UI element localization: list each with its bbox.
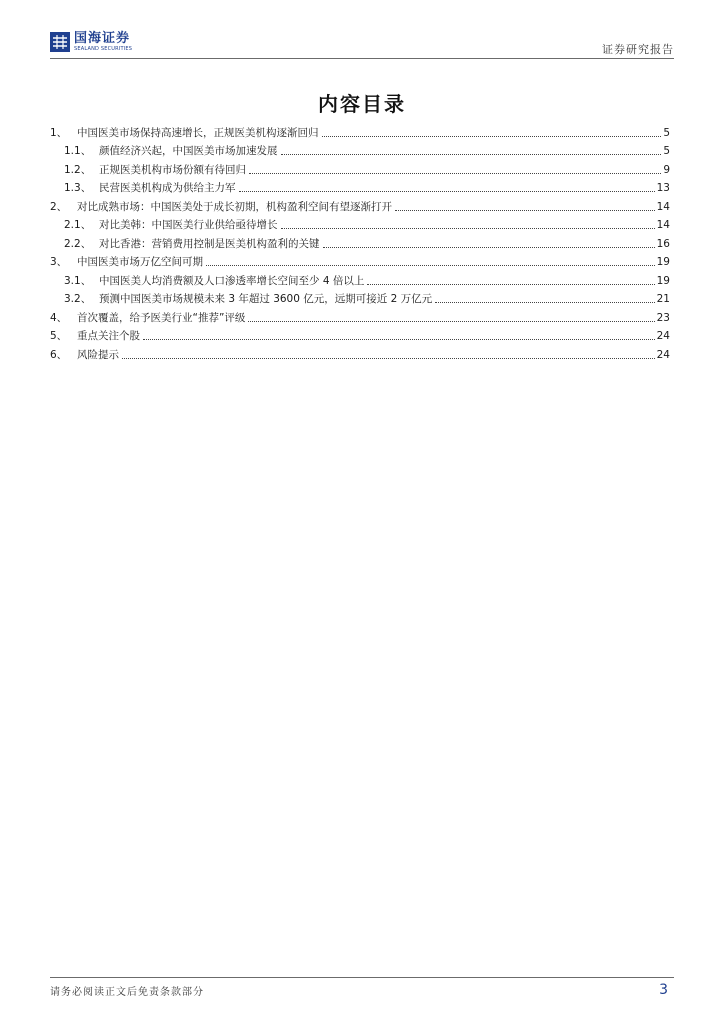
toc-leader-dots	[143, 339, 655, 340]
toc-item-number: 6、	[50, 348, 68, 361]
toc-item-title: 风险提示	[77, 348, 119, 361]
toc-item-title: 中国医美市场万亿空间可期	[77, 256, 203, 268]
toc-leader-dots	[435, 302, 655, 303]
toc-item-number: 3.1、	[64, 274, 92, 287]
toc-item-page: 5	[663, 126, 670, 139]
toc-item-title: 中国医美市场保持高速增长，正规医美机构逐渐回归	[77, 126, 319, 139]
toc-item-title: 颜值经济兴起，中国医美市场加速发展	[99, 145, 278, 157]
toc-leader-dots	[395, 210, 655, 211]
toc-item-title: 正规医美机构市场份额有待回归	[99, 163, 246, 176]
toc-item-page: 23	[656, 311, 670, 324]
toc-item-number: 2.2、	[64, 237, 92, 250]
toc-item[interactable]	[50, 288, 670, 307]
toc-item-number: 5、	[50, 330, 68, 342]
toc-item[interactable]	[50, 325, 670, 344]
toc-item-title: 对比美韩：中国医美行业供给亟待增长	[99, 219, 278, 231]
toc-item-number: 4、	[50, 311, 68, 324]
toc-item-page: 19	[656, 256, 670, 268]
table-of-contents	[50, 121, 670, 362]
toc-item[interactable]	[50, 158, 670, 177]
toc-item[interactable]	[50, 343, 670, 362]
toc-item[interactable]	[50, 269, 670, 288]
toc-item-title: 首次覆盖，给予医美行业“推荐”评级	[77, 311, 246, 324]
page-number: 3	[659, 982, 668, 998]
toc-item-page: 14	[656, 219, 670, 231]
toc-item-page: 24	[656, 348, 670, 361]
toc-leader-dots	[367, 284, 654, 285]
footer-divider	[50, 977, 674, 978]
toc-leader-dots	[249, 173, 661, 174]
toc-item-page: 19	[656, 274, 670, 287]
toc-item-page: 9	[663, 163, 670, 176]
toc-item-title: 中国医美人均消费额及人口渗透率增长空间至少 4 倍以上	[99, 274, 365, 287]
toc-leader-dots	[122, 358, 655, 359]
toc-leader-dots	[323, 247, 655, 248]
toc-item-number: 3.2、	[64, 293, 92, 305]
toc-item-number: 3、	[50, 256, 68, 268]
toc-item-page: 24	[656, 330, 670, 342]
footer-disclaimer: 请务必阅读正文后免责条款部分	[50, 987, 204, 998]
toc-leader-dots	[322, 136, 662, 137]
toc-item[interactable]	[50, 232, 670, 251]
brand-name-en: SEALAND SECURITIES	[74, 46, 133, 52]
toc-item-number: 1.3、	[64, 182, 92, 194]
toc-item[interactable]	[50, 251, 670, 270]
toc-leader-dots	[248, 321, 654, 322]
toc-item-title: 民营医美机构成为供给主力军	[99, 182, 236, 194]
brand-logo	[50, 30, 132, 54]
toc-item-page: 5	[663, 145, 670, 157]
toc-item[interactable]	[50, 140, 670, 159]
toc-item-page: 13	[656, 182, 670, 194]
toc-item-title: 预测中国医美市场规模未来 3 年超过 3600 亿元，远期可接近 2 万亿元	[99, 293, 433, 305]
toc-item-title: 对比成熟市场：中国医美处于成长初期，机构盈利空间有望逐渐打开	[77, 200, 392, 213]
toc-title: 内容目录	[318, 92, 406, 116]
toc-item-page: 16	[656, 237, 670, 250]
toc-item[interactable]	[50, 121, 670, 140]
toc-leader-dots	[206, 265, 655, 266]
toc-item[interactable]	[50, 214, 670, 233]
toc-item[interactable]	[50, 195, 670, 214]
toc-leader-dots	[281, 154, 662, 155]
page-header	[50, 30, 674, 59]
toc-item-title: 重点关注个股	[77, 330, 140, 342]
toc-item-number: 1.2、	[64, 163, 92, 176]
toc-item-page: 21	[656, 293, 670, 305]
toc-leader-dots	[281, 228, 655, 229]
toc-item-number: 2.1、	[64, 219, 92, 231]
report-type-label: 证券研究报告	[602, 43, 674, 56]
toc-item-number: 2、	[50, 200, 68, 213]
brand-name-cn: 国海证券	[74, 31, 131, 46]
toc-item[interactable]	[50, 177, 670, 196]
toc-leader-dots	[239, 191, 655, 192]
toc-item-number: 1、	[50, 126, 68, 139]
toc-item-page: 14	[656, 200, 670, 213]
sealand-logo-icon	[50, 32, 70, 52]
toc-item-number: 1.1、	[64, 145, 92, 157]
toc-item-title: 对比香港：营销费用控制是医美机构盈利的关键	[99, 237, 320, 250]
toc-item[interactable]	[50, 306, 670, 325]
